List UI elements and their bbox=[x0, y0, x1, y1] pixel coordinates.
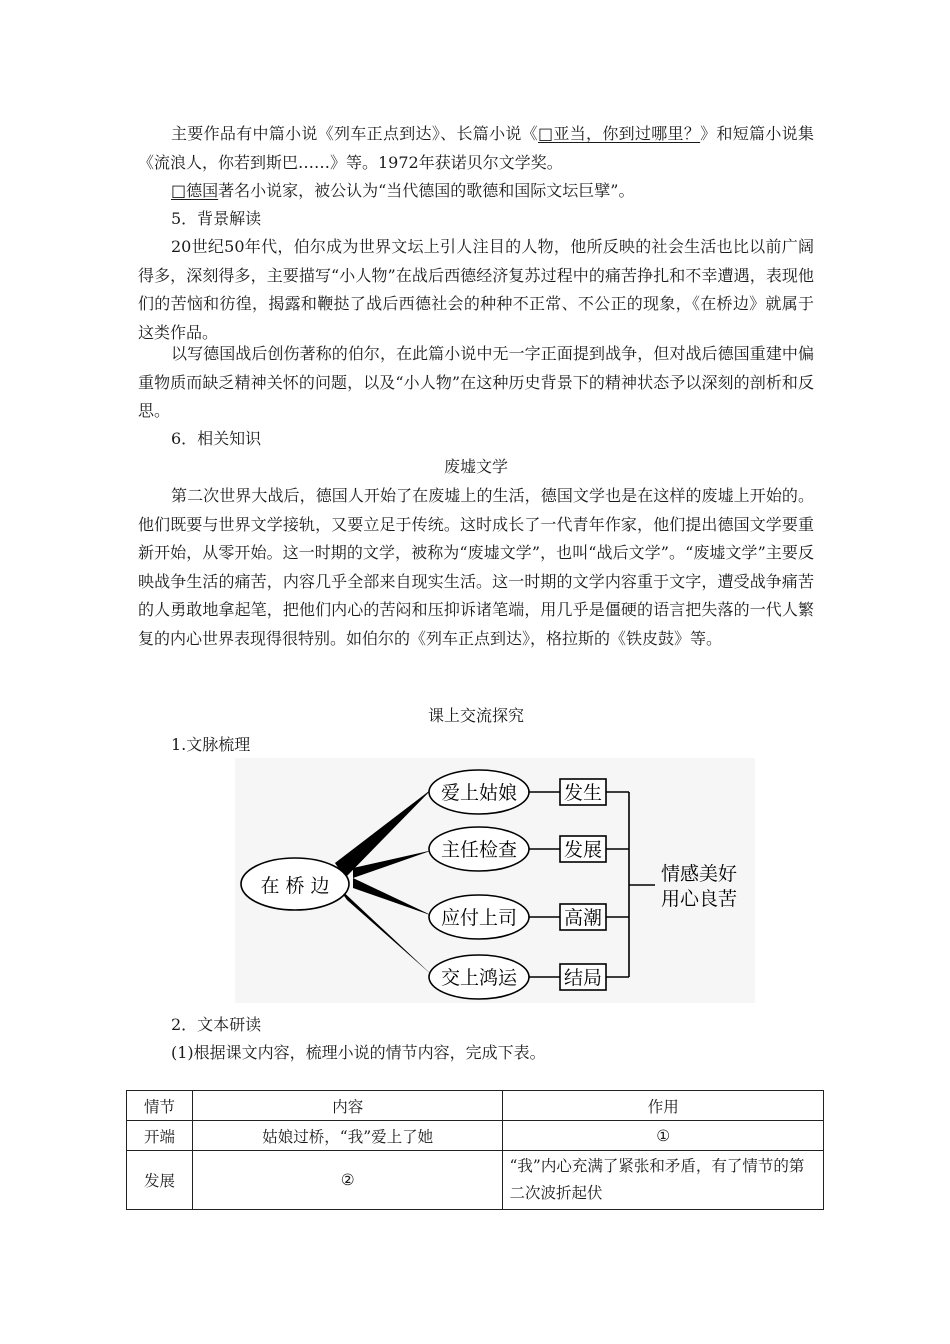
section-6-heading: 6．相关知识 bbox=[171, 429, 262, 448]
stage-label-1: 发生 bbox=[563, 782, 603, 804]
table-cell: 姑娘过桥，“我”爱上了她 bbox=[192, 1121, 503, 1151]
section-2-1-instruction: (1)根据课文内容，梳理小说的情节内容，完成下表。 bbox=[171, 1043, 546, 1062]
table-row bbox=[127, 1151, 824, 1210]
branch-label-4: 交上鸿运 bbox=[440, 967, 518, 989]
answer-blank-2: ② bbox=[192, 1151, 503, 1210]
section-5-heading: 5．背景解读 bbox=[171, 209, 262, 228]
stage-label-4: 结局 bbox=[563, 967, 603, 989]
author-works-paragraph: 主要作品有中篇小说《列车正点到达》、长篇小说《□亚当，你到过哪里？》和短篇小说集《流浪人，你若到斯巴……》等。1972年获诺贝尔文学奖。 bbox=[138, 124, 814, 172]
blank-1: □亚当，你到过哪里？ bbox=[538, 124, 701, 143]
branch-label-2: 主任检查 bbox=[440, 839, 518, 861]
summary-line-2: 用心良苦 bbox=[661, 888, 738, 910]
plot-structure-diagram bbox=[235, 758, 755, 1003]
ruins-literature-paragraph: 第二次世界大战后，德国人开始了在废墟上的生活，德国文学也是在这样的废墟上开始的。他们既要与世界文学接轨，又要立足于传统。这时成长了一代青年作家，他们提出德国文学要重新开始，从零开始。这一时期的文学，被称为“废墟文学”，也叫“战后文学”。“废墟文学”主要反映战争生活的痛苦，内容几乎全部来自现实生活。这一时期的文学内容重于文字，遭受战争痛苦的人勇敢地拿起笔，把他们内心的苦闷和压抑诉诸笔端，用几乎是僵硬的语言把失落的一代人繁复的内心世界表现得很特别。如伯尔的《列车正点到达》，格拉斯的《铁皮鼓》等。 bbox=[138, 486, 814, 648]
branch-label-3: 应付上司 bbox=[440, 907, 518, 929]
background-paragraph-2: 以写德国战后创伤著称的伯尔，在此篇小说中无一字正面提到战争，但对战后德国重建中偏重物质而缺乏精神关怀的问题，以及“小人物”在这种历史背景下的精神状态予以深刻的剖析和反思。 bbox=[138, 344, 814, 420]
class-exploration-title: 课上交流探究 bbox=[427, 706, 524, 725]
author-nationality-paragraph: □德国著名小说家，被公认为“当代德国的歌德和国际文坛巨擘”。 bbox=[171, 181, 635, 200]
section-2-heading: 2．文本研读 bbox=[171, 1015, 262, 1034]
branch-label-1: 爱上姑娘 bbox=[440, 782, 518, 804]
table-cell: 发展 bbox=[127, 1151, 193, 1210]
ruins-literature-title: 废墟文学 bbox=[443, 457, 508, 476]
table-row bbox=[127, 1121, 824, 1151]
table-header: 情节 bbox=[127, 1091, 193, 1121]
table-header: 内容 bbox=[192, 1091, 503, 1121]
blank-2: □德国 bbox=[171, 181, 219, 200]
plot-table bbox=[126, 1090, 824, 1210]
table-cell: “我”内心充满了紧张和矛盾，有了情节的第二次波折起伏 bbox=[503, 1151, 824, 1210]
stage-label-3: 高潮 bbox=[563, 907, 603, 929]
summary-line-1: 情感美好 bbox=[661, 863, 738, 885]
table-header: 作用 bbox=[503, 1091, 824, 1121]
answer-blank-1: ① bbox=[503, 1121, 824, 1151]
background-paragraph-1: 20世纪50年代，伯尔成为世界文坛上引人注目的人物，他所反映的社会生活也比以前广阔得多，深刻得多，主要描写“小人物”在战后西德经济复苏过程中的痛苦挣扎和不幸遭遇，表现他们的苦恼和彷徨，揭露和鞭挞了战后西德社会的种种不正常、不公正的现象，《在桥边》就属于这类作品。 bbox=[138, 237, 814, 342]
section-1-heading: 1.文脉梳理 bbox=[171, 735, 251, 754]
stage-label-2: 发展 bbox=[563, 839, 603, 861]
table-header-row bbox=[127, 1091, 824, 1121]
center-label: 在 桥 边 bbox=[260, 875, 330, 897]
table-cell: 开端 bbox=[127, 1121, 193, 1151]
